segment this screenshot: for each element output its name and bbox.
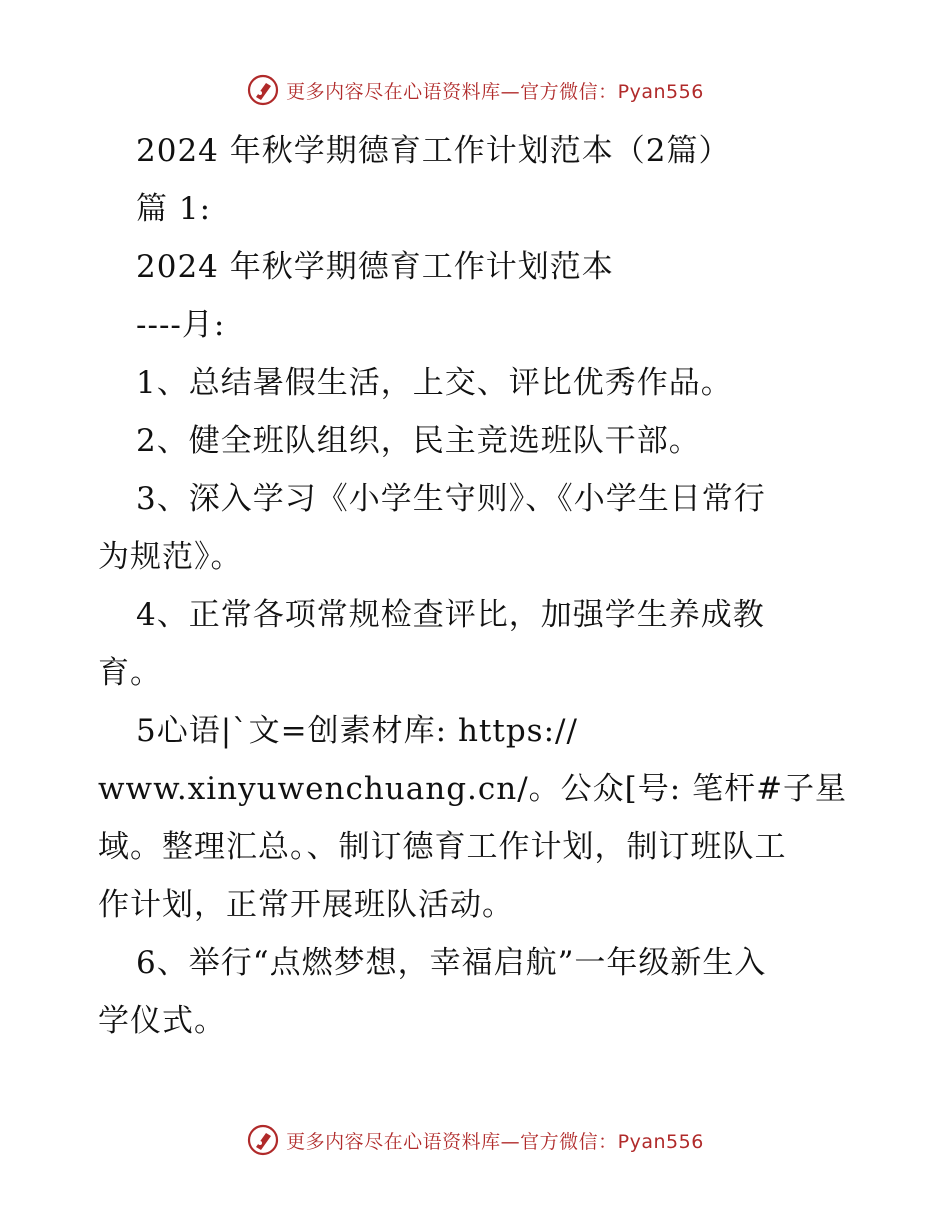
paragraph-line: 6、举行“点燃梦想，幸福启航”一年级新生入 xyxy=(136,945,767,981)
paragraph-line: 1、总结暑假生活，上交、评比优秀作品。 xyxy=(136,365,733,401)
paragraph-line: 3、深入学习《小学生守则》、《小学生日常行 xyxy=(136,481,766,517)
paragraph-line: 5心语|`文=创素材库: https:// xyxy=(136,713,578,749)
header-watermark-banner xyxy=(0,70,950,110)
paragraph-line: 育。 xyxy=(98,655,162,691)
paragraph-line: 域。整理汇总。、制订德育工作计划，制订班队工 xyxy=(98,829,787,865)
pen-nib-logo-icon xyxy=(246,1123,280,1157)
paragraph-line: 2、健全班队组织，民主竞选班队干部。 xyxy=(136,423,701,459)
document-body xyxy=(98,122,850,1050)
pen-nib-logo-icon xyxy=(246,73,280,107)
paragraph-line: 作计划，正常开展班队活动。 xyxy=(98,887,514,923)
document-title: 2024 年秋学期德育工作计划范本（2篇） xyxy=(136,133,731,169)
watermark-text: 更多内容尽在心语资料库—官方微信：Pyan556 xyxy=(286,1130,704,1153)
paragraph-line: 为规范》。 xyxy=(98,539,243,575)
month-heading: ----月: xyxy=(136,307,226,343)
paragraph-line: www.xinyuwenchuang.cn/。公众[号: 笔杆#子星 xyxy=(98,771,848,807)
watermark-text: 更多内容尽在心语资料库—官方微信：Pyan556 xyxy=(286,80,704,103)
paragraph-line: 学仪式。 xyxy=(98,1003,226,1039)
paragraph-line: 4、正常各项常规检查评比，加强学生养成教 xyxy=(136,597,765,633)
section-label: 篇 1: xyxy=(136,191,212,227)
footer-watermark-banner xyxy=(0,1120,950,1160)
section-title: 2024 年秋学期德育工作计划范本 xyxy=(136,249,614,285)
